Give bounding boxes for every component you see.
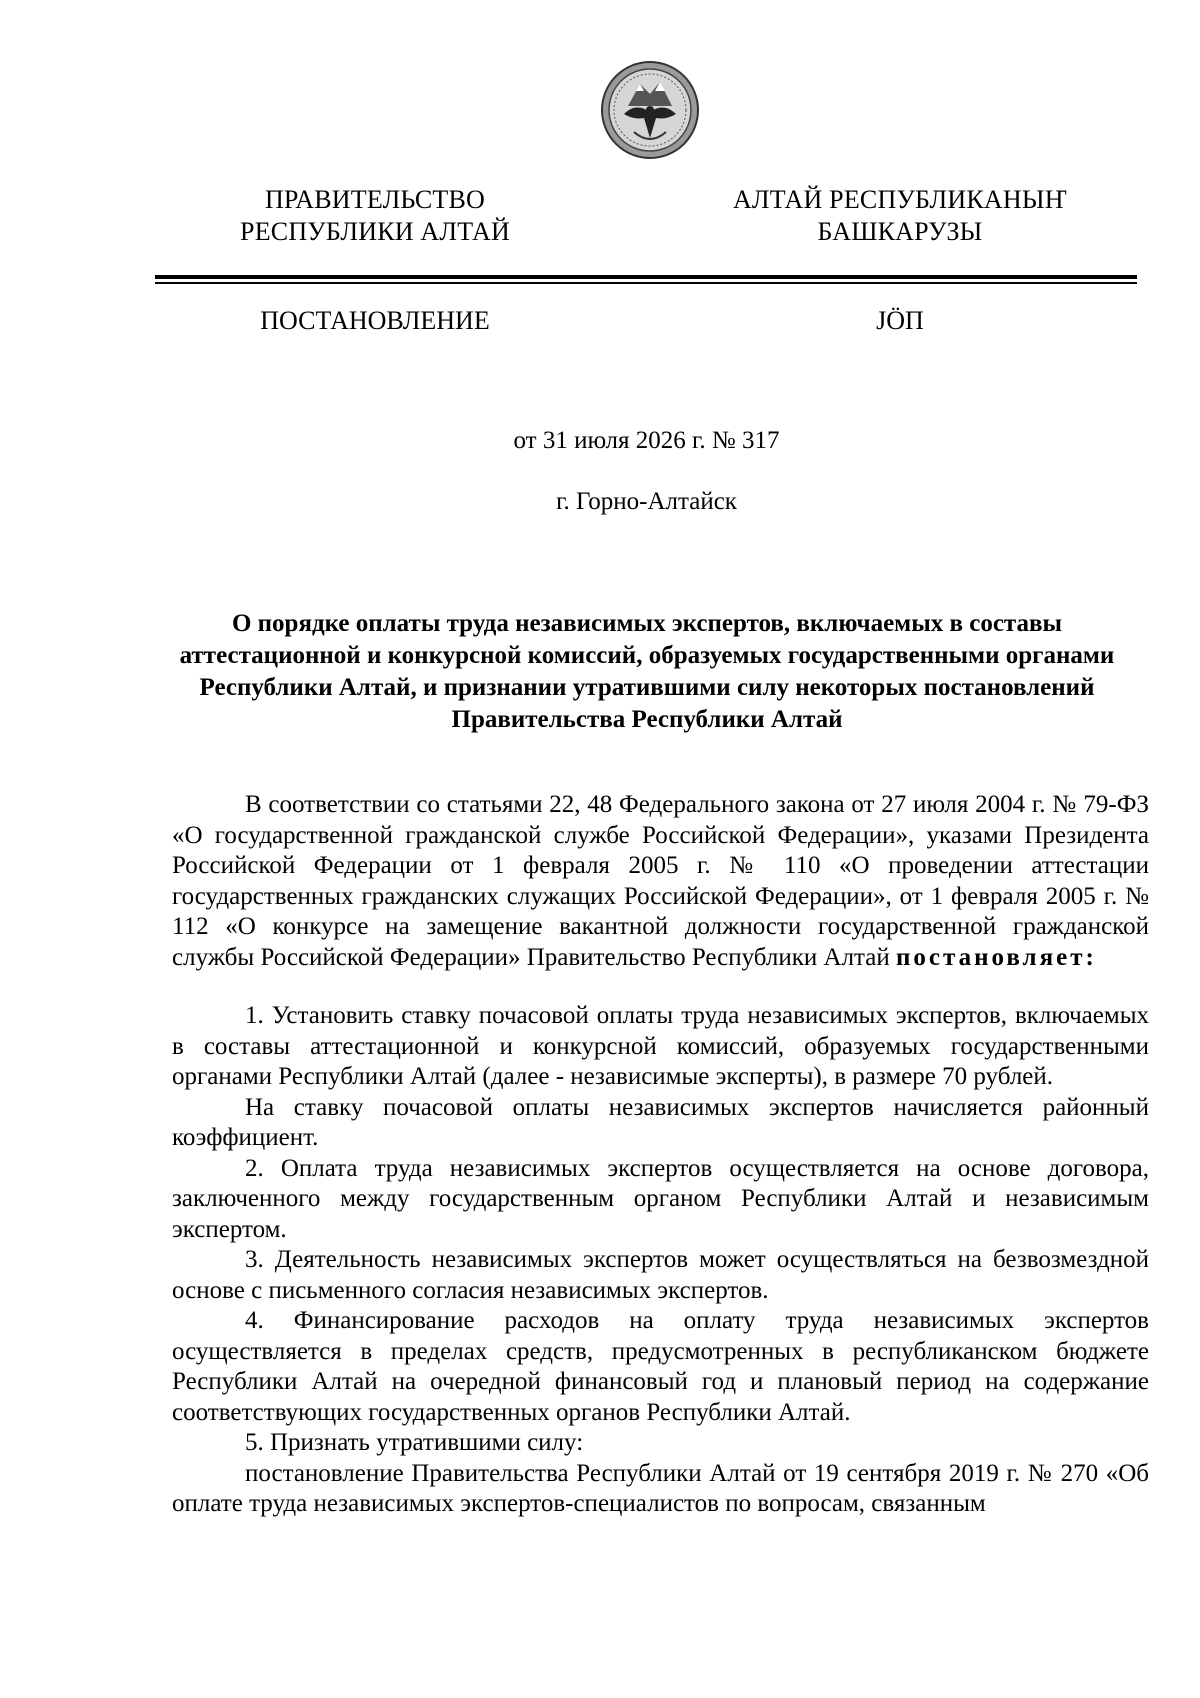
title-line: аттестационной и конкурсной комиссий, образуемых государственными органами	[179, 642, 1115, 669]
title-line: Республики Алтай, и признании утратившими силу некоторых постановлений	[199, 674, 1095, 701]
document-body	[172, 790, 1149, 1520]
document-city: г. Горно-Алтайск	[556, 488, 737, 515]
header-divider-thick	[155, 275, 1137, 279]
title-line: Правительства Республики Алтай	[451, 706, 843, 733]
paragraph-5: 5. Признать утратившими силу:	[245, 1429, 584, 1456]
document-title	[172, 608, 1122, 736]
header-divider-thin	[155, 282, 1137, 284]
document-date-number: от 31 июля 2026 г. № 317	[513, 427, 780, 454]
header-left-block	[210, 184, 540, 248]
preamble-paragraph	[172, 790, 1149, 973]
paragraph-3: 3. Деятельность независимых экспертов может осуществляться на безвозмездной основе с письменного согласия независимых экспертов.	[172, 1246, 1149, 1304]
header-right-line2: БАШКАРУЗЫ	[817, 217, 983, 246]
header-right-block	[725, 184, 1075, 248]
paragraph-5a: постановление Правительства Республики Алтай от 19 сентября 2019 г. № 270 «Об оплате труда независимых экспертов-специалистов по вопросам, связанным	[172, 1459, 1149, 1517]
header-right-line1: АЛТАЙ РЕСПУБЛИКАНЫҤ	[732, 185, 1068, 214]
preamble-text: В соответствии со статьями 22, 48 Федерального закона от 27 июля 2004 г. № 79-ФЗ «О государственной гражданской службе Российской Федерации», указами Президента Российской Федерации от 1 февраля 2005 г. № 110 «О проведении аттестации государственных гражданских служащих Российской Федерации», от 1 февраля 2005 г. № 112 «О конкурсе на замещение вакантной должности государственной гражданской службы Российской Федерации» Правительство Республики Алтай	[172, 791, 1149, 971]
paragraph-4: 4. Финансирование расходов на оплату труда независимых экспертов осуществляется в пределах средств, предусмотренных в республиканском бюджете Республики Алтай на очередной финансовый год и плановый период на содержание соответствующих государственных органов Республики Алтай.	[172, 1307, 1149, 1426]
paragraph-2: 2. Оплата труда независимых экспертов осуществляется на основе договора, заключенного между государственным органом Республики Алтай и независимым экспертом.	[172, 1154, 1149, 1243]
doc-type-left: ПОСТАНОВЛЕНИЕ	[260, 306, 490, 335]
title-line: О порядке оплаты труда независимых экспертов, включаемых в составы	[231, 610, 1063, 637]
header-left-line1: ПРАВИТЕЛЬСТВО	[264, 185, 486, 214]
doc-type-right: ЈӦП	[876, 306, 924, 335]
paragraph-1b: На ставку почасовой оплаты независимых экспертов начисляется районный коэффициент.	[172, 1093, 1149, 1151]
republic-altai-emblem-icon	[600, 60, 700, 160]
preamble-emphasis: постановляет:	[896, 943, 1097, 971]
paragraph-1: 1. Установить ставку почасовой оплаты труда независимых экспертов, включаемых в составы аттестационной и конкурсной комиссий, образуемых государственными органами Республики Алтай (далее - независимые эксперты), в размере 70 рублей.	[172, 1002, 1149, 1090]
header-left-line2: РЕСПУБЛИКИ АЛТАЙ	[240, 217, 510, 246]
